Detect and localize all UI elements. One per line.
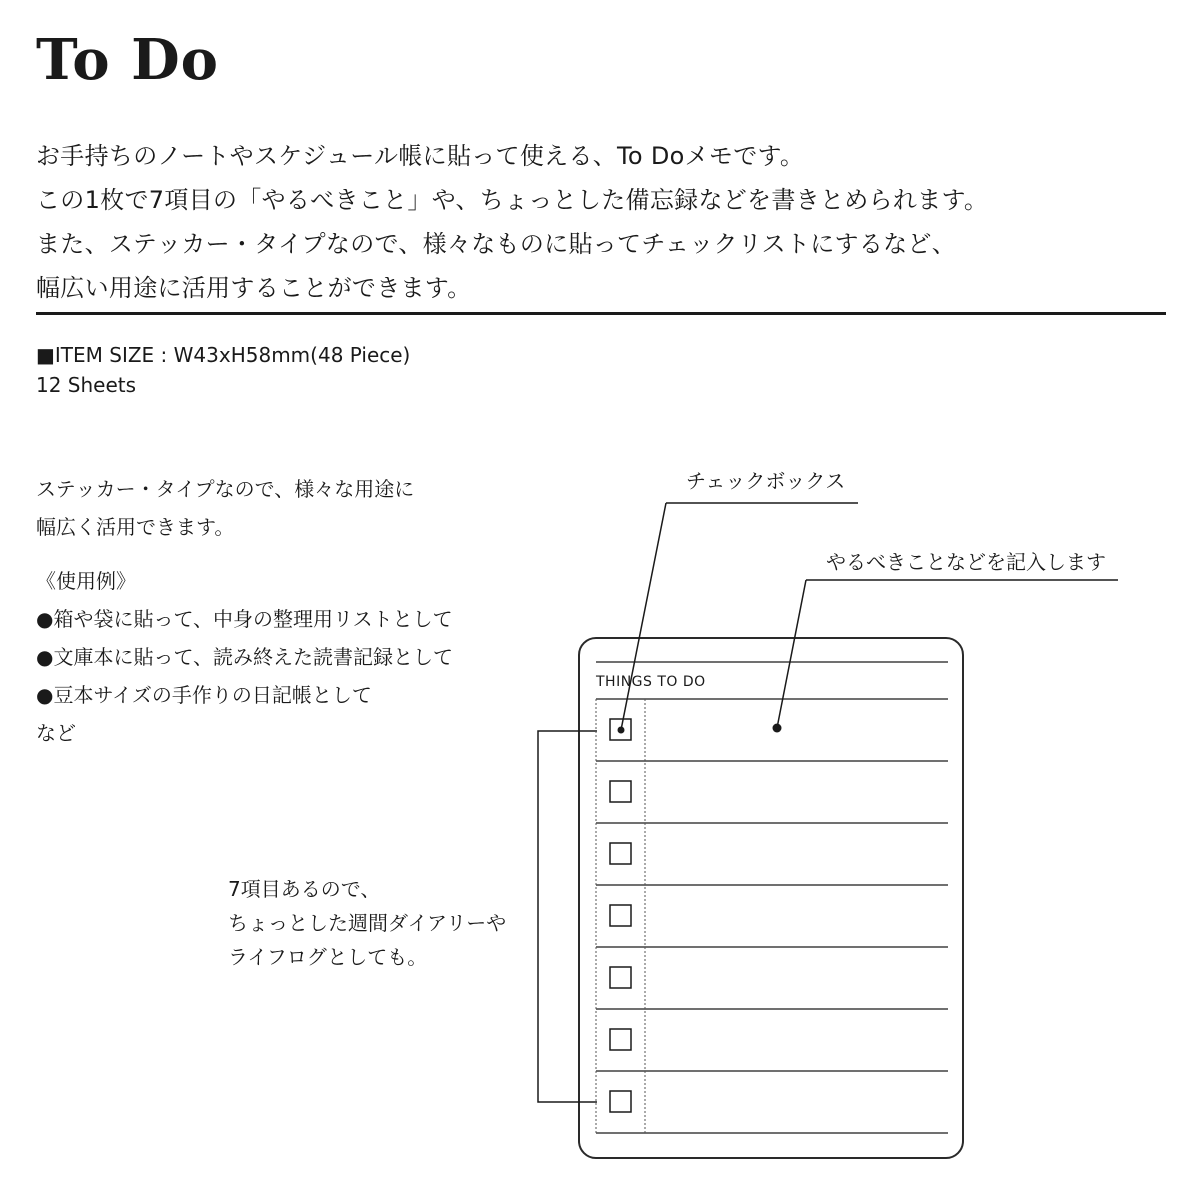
- intro-line: この1枚で7項目の「やるべきこと」や、ちょっとした備忘録などを書きとめられます。: [36, 186, 989, 214]
- checkbox-callout-dot: [618, 727, 625, 734]
- weekly-line: 7項目あるので、: [228, 877, 381, 901]
- usage-line: 幅広く活用できます。: [36, 515, 235, 539]
- intro-line: お手持ちのノートやスケジュール帳に貼って使える、To Doメモです。: [36, 142, 805, 170]
- intro-line: 幅広い用途に活用することができます。: [36, 274, 472, 302]
- example-item: ●文庫本に貼って、読み終えた読書記録として: [36, 645, 454, 669]
- checkbox-icon: [610, 781, 631, 802]
- examples-heading: 《使用例》: [36, 569, 136, 593]
- examples-etc: など: [36, 721, 76, 745]
- items-bracket: [538, 731, 597, 1102]
- write-area-callout-leader: [777, 580, 806, 728]
- checkbox-icon: [610, 1091, 631, 1112]
- checkbox-icon: [610, 905, 631, 926]
- checkbox-callout-label: チェックボックス: [686, 469, 846, 493]
- item-size: ■ITEM SIZE : W43xH58mm(48 Piece): [36, 343, 411, 367]
- sheet-count: 12 Sheets: [36, 373, 137, 397]
- card-title: THINGS TO DO: [596, 674, 706, 690]
- intro-line: また、ステッカー・タイプなので、様々なものに貼ってチェックリストにするなど、: [36, 230, 957, 258]
- checkbox-icon: [610, 843, 631, 864]
- weekly-line: ちょっとした週間ダイアリーや: [228, 911, 507, 935]
- write-area-callout-label: やるべきことなどを記入します: [826, 550, 1106, 574]
- weekly-line: ライフログとしても。: [228, 945, 428, 969]
- checkbox-icon: [610, 1029, 631, 1050]
- checkbox-icon: [610, 967, 631, 988]
- checkbox-callout-leader: [621, 503, 666, 730]
- example-item: ●豆本サイズの手作りの日記帳として: [36, 683, 372, 707]
- usage-line: ステッカー・タイプなので、様々な用途に: [36, 477, 415, 501]
- page-title: To Do: [36, 27, 220, 93]
- card-rows: [596, 662, 948, 1133]
- example-item: ●箱や袋に貼って、中身の整理用リストとして: [36, 607, 453, 631]
- write-area-dot: [773, 724, 782, 733]
